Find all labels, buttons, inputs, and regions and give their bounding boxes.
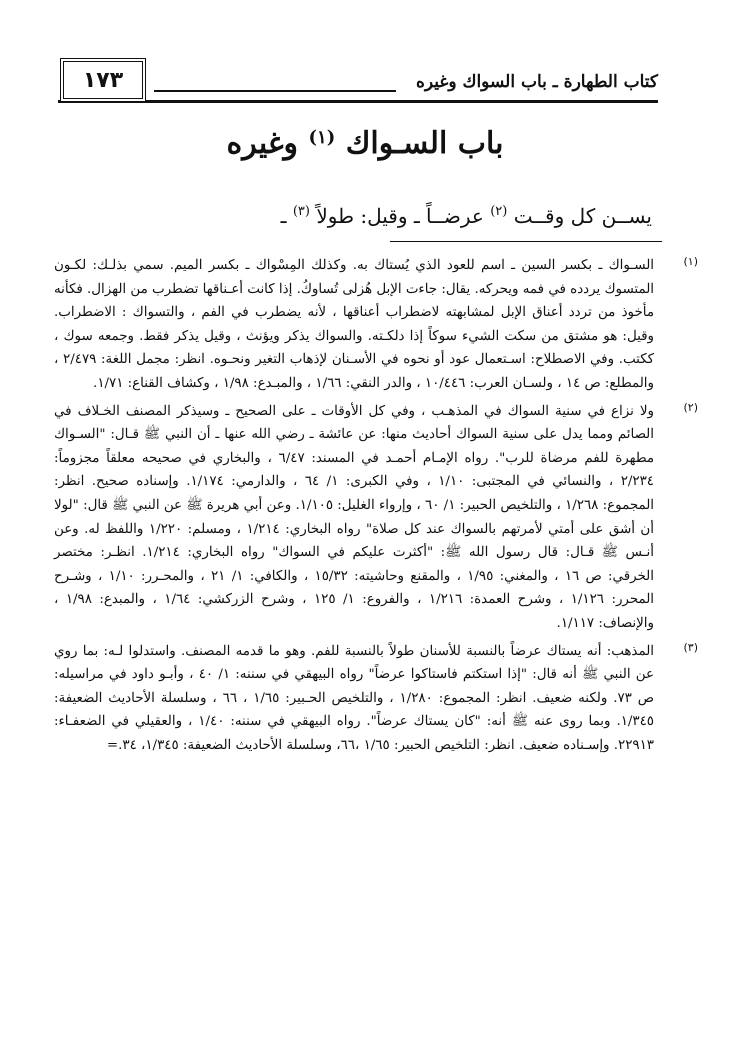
running-header xyxy=(58,58,658,106)
main-text xyxy=(92,194,652,234)
main-text-part-1: يســن كل وقــت xyxy=(513,204,652,228)
footnote-ref-1: (١) xyxy=(308,127,336,148)
footnote-1 xyxy=(54,254,698,396)
footnote-ref-3: (٣) xyxy=(292,204,310,219)
footnote-number: (١) xyxy=(683,255,698,268)
footnote-number: (٣) xyxy=(683,640,698,654)
header-rule xyxy=(154,90,396,92)
footnote-ref-2: (٢) xyxy=(490,204,508,219)
header-underline xyxy=(58,100,658,103)
footnote-text: السـواك ـ بكسر السين ـ اسم للعود الذي يُستاك به. وكذلك المِسْواك ـ بكسر الميم. سمي بذلـك: لكـون المتسوك يردده في فمه ويحركه. يقال: جاءت الإبل هُزلى تُساوكُ. إذا كانت أعـناقها تضطرب من الهزال. فكأنه مأخوذ من تردد أعناق الإبل لمشابهته لاضطراب أعناقها ، لأنه يضطرب في الفم ، والتسواك : الاضطراب. وقيل: هو مشتق من سكت الشيء سوكاً إذا دلكـته. والسواك يذكر ويؤنث ، وقيل يذكر فقط. وجمعه سوك ، ككتب. وفي الاصطلاح: اسـتعمال عود أو نحوه في الأسـنان لإذهاب التغير ونحـوه. انظر: مجمل اللغة: ٢/٤٧٩ ، والمطلع: ص ١٤ ، ولسـان العرب: ١٠/٤٤٦ ، والدر النقي: ١/٦٦ ، والمبـدع: ١/٩٨ ، وكشاف القناع: ١/٧١. xyxy=(54,258,654,391)
main-text-part-3: ـ xyxy=(280,204,287,228)
footnote-text: المذهب: أنه يستاك عرضاً بالنسبة للأسنان طولاً بالنسبة للفم. وهو ما قدمه المصنف. واستدلوا لـه: بما روي عن النبي ﷺ أنه قال: "إذا استكتم فاستاكوا عرضاً" رواه البيهقي في سننه: ١/ ٤٠ ، وأبـو داود في مراسيله: ص ٧٣. ولكنه ضعيف. انظر: المجموع: ١/٢٨٠ ، والتلخيص الحـبير: ١/٦٥ ، ٦٦ ، وسلسلة الأحاديث الضعيفة: ١/٣٤٥. وبما روى عنه ﷺ أنه: "كان يستاك عرضاً". رواه البيهقي في سننه: ١/٤٠ ، والعقيلي في الضعفـاء: ٢٢٩١٣. وإسـناده ضعيف. انظر: التلخيص الحبير: ١/٦٥ ،٦٦، وسلسلة الأحاديث الضعيفة: ١/٣٤٥، ٣٤.= xyxy=(54,643,654,753)
footnotes xyxy=(54,254,698,761)
footnote-text: ولا نزاع في سنية السواك في المذهـب ، وفي كل الأوقات ـ على الصحيح ـ وسيذكر المصنف الخـلاف في الصائم ومما يدل على سنية السواك أحاديث منها: عن عائشة ـ رضي الله عنها ـ أن النبي ﷺ قـال: "السـواك مطهرة للفم مرضاة للرب". رواه الإمـام أحمـد في المسند: ٦/٤٧ ، والبخاري في صحيحه معلقاً مجزوماً: ٢/٢٣٤ ، والنسائي في المجتبى: ١/١٠ ، وفي الكبرى: ١/ ٦٤ ، والدارمي: ١/١٧٤. وإسناده صحيح. انظر: المجموع: ١/٢٦٨ ، والتلخيص الحبير: ١/ ٦٠ ، وإرواء الغليل: ١/١٠٥. وعن أبي هريرة ﷺ عن النبي ﷺ قال: "لولا أن أشق على أمتي لأمرتهم بالسواك عند كل صلاة" رواه البخاري: ١/٢١٤ ، ومسلم: ١/٢٢٠ واللفظ له. وعن أنـس ﷺ قـال: قال رسول الله ﷺ: "أكثرت عليكم في السواك" رواه البخاري: ١/٢١٤. انظـر: مختصر الخرقي: ص ١٦ ، والمغني: ١/٩٥ ، والمقنع وحاشيته: ١٥/٣٢ ، والكافي: ١/ ٢١ ، والمحـرر: ١/١٠ ، وشـرح المحرر: ١/١٢٦ ، وشرح العمدة: ١/٢١٦ ، والفروع: ١/ ١٢٥ ، وشرح الزركشي: ١/٦٤ ، والمبدع: ١/٩٨ ، والإنصاف: ١/١١٧. xyxy=(54,403,655,631)
footnote-3 xyxy=(54,640,698,758)
chapter-title-text: باب السـواك xyxy=(345,126,504,161)
footnote-number: (٢) xyxy=(683,400,698,414)
chapter-title xyxy=(0,126,730,161)
chapter-title-suffix: وغيره xyxy=(226,126,299,161)
footnote-separator xyxy=(390,241,662,242)
main-text-part-2: عرضــاً ـ وقيل: طولاً xyxy=(316,204,484,228)
running-title: كتاب الطهارة ـ باب السواك وغيره xyxy=(416,72,658,92)
footnote-2 xyxy=(54,400,698,636)
page-number: ١٧٣ xyxy=(60,58,146,102)
